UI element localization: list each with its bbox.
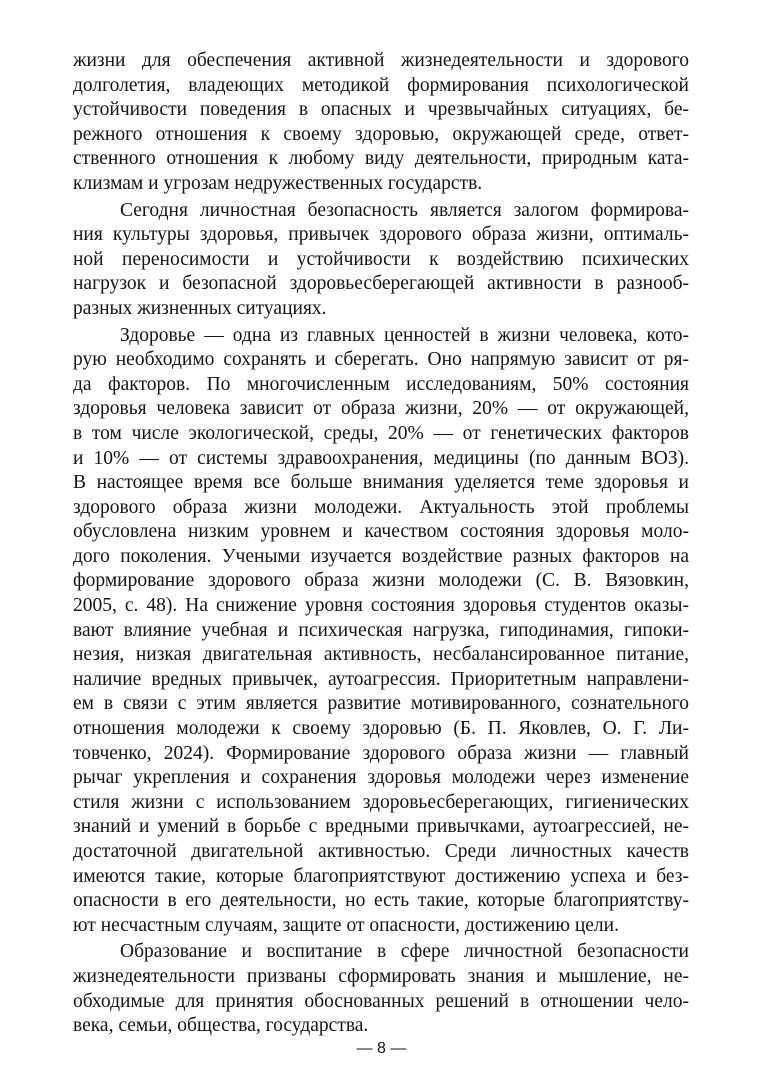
- text-line: века, семьи, общества, государства.: [73, 1015, 369, 1037]
- text-line: знаний и умений в борьбе с вредными привычками, аутоагрессией, не-: [73, 816, 689, 838]
- text-line: наличие вредных привычек, аутоагрессия. Приоритетным направлени-: [73, 668, 689, 690]
- text-line: устойчивости поведения в опасных и чрезвычайных ситуациях, бе-: [73, 99, 689, 121]
- text-line: жизнедеятельности призваны сформировать знания и мышление, не-: [73, 965, 689, 987]
- text-line: стиля жизни с использованием здоровьесберегающих, гигиенических: [73, 791, 689, 813]
- text-line: жизни для обеспечения активной жизнедеятельности и здорового: [73, 50, 689, 71]
- text-line: дого поколения. Учеными изучается воздействие разных факторов на: [73, 545, 689, 567]
- text-line: ния культуры здоровья, привычек здорового образа жизни, оптималь-: [73, 224, 689, 246]
- text-line: незия, низкая двигательная активность, несбалансированное питание,: [73, 644, 689, 666]
- paragraph-2: [73, 199, 689, 322]
- paragraph-1: [73, 49, 689, 197]
- text-line: обусловлена низким уровнем и качеством состояния здоровья моло-: [73, 521, 689, 543]
- text-line: ем в связи с этим является развитие мотивированного, сознательного: [73, 693, 689, 715]
- text-line: имеются такие, которые благоприятствуют достижению успеха и без-: [73, 865, 689, 887]
- text-line: формирование здорового образа жизни молодежи (С. В. Вязовкин,: [73, 570, 689, 592]
- text-line: здоровья человека зависит от образа жизни, 20% — от окружающей,: [73, 398, 689, 420]
- text-line: ной переносимости и устойчивости к воздействию психических: [73, 248, 689, 270]
- text-line: и 10% — от системы здравоохранения, медицины (по данным ВОЗ).: [73, 447, 689, 469]
- text-line: разных жизненных ситуациях.: [73, 297, 327, 319]
- text-line: ют несчастным случаям, защите от опасности, достижению цели.: [73, 914, 619, 936]
- paragraph-4: [73, 940, 689, 1038]
- text-line: достаточной двигательной активностью. Среди личностных качеств: [73, 841, 689, 862]
- text-line: здорового образа жизни молодежи. Актуальность этой проблемы: [73, 496, 689, 518]
- page-number: — 8 —: [356, 1040, 407, 1057]
- text-line: нагрузок и безопасной здоровьесберегающей активности в разнооб-: [73, 273, 689, 295]
- text-line: обходимые для принятия обоснованных решений в отношении чело-: [73, 990, 689, 1012]
- text-line: долголетия, владеющих методикой формирования психологической: [73, 74, 689, 96]
- text-line: клизмам и угрозам недружественных государств.: [73, 172, 483, 194]
- paragraph-3: [73, 324, 689, 939]
- text-line: отношения молодежи к своему здоровью (Б. П. Яковлев, О. Г. Ли-: [73, 718, 689, 740]
- text-line: В настоящее время все больше внимания уделяется теме здоровья и: [73, 472, 689, 494]
- text-line: 2005, с. 48). На снижение уровня состояния здоровья студентов оказы-: [73, 595, 689, 617]
- text-line: рую необходимо сохранять и сберегать. Оно напрямую зависит от ря-: [73, 349, 689, 371]
- text-line: в том числе экологической, среды, 20% — от генетических факторов: [73, 422, 689, 444]
- body-text: [73, 49, 689, 1041]
- text-line: вают влияние учебная и психическая нагрузка, гиподинамия, гипоки-: [73, 619, 689, 641]
- text-line: товченко, 2024). Формирование здорового образа жизни — главный: [73, 742, 689, 764]
- text-line: Здоровье — одна из главных ценностей в жизни человека, кото-: [120, 324, 689, 346]
- text-line: Образование и воспитание в сфере личностной безопасности: [120, 941, 689, 963]
- text-line: да факторов. По многочисленным исследованиям, 50% состояния: [73, 373, 689, 395]
- text-line: рычаг укрепления и сохранения здоровья молодежи через изменение: [73, 767, 689, 789]
- text-line: Сегодня личностная безопасность является залогом формирова-: [120, 199, 689, 221]
- text-line: опасности в его деятельности, но есть такие, которые благоприятству-: [73, 890, 689, 912]
- text-line: режного отношения к своему здоровью, окружающей среде, ответ-: [73, 123, 689, 145]
- text-line: ственного отношения к любому виду деятельности, природным ката-: [73, 148, 689, 170]
